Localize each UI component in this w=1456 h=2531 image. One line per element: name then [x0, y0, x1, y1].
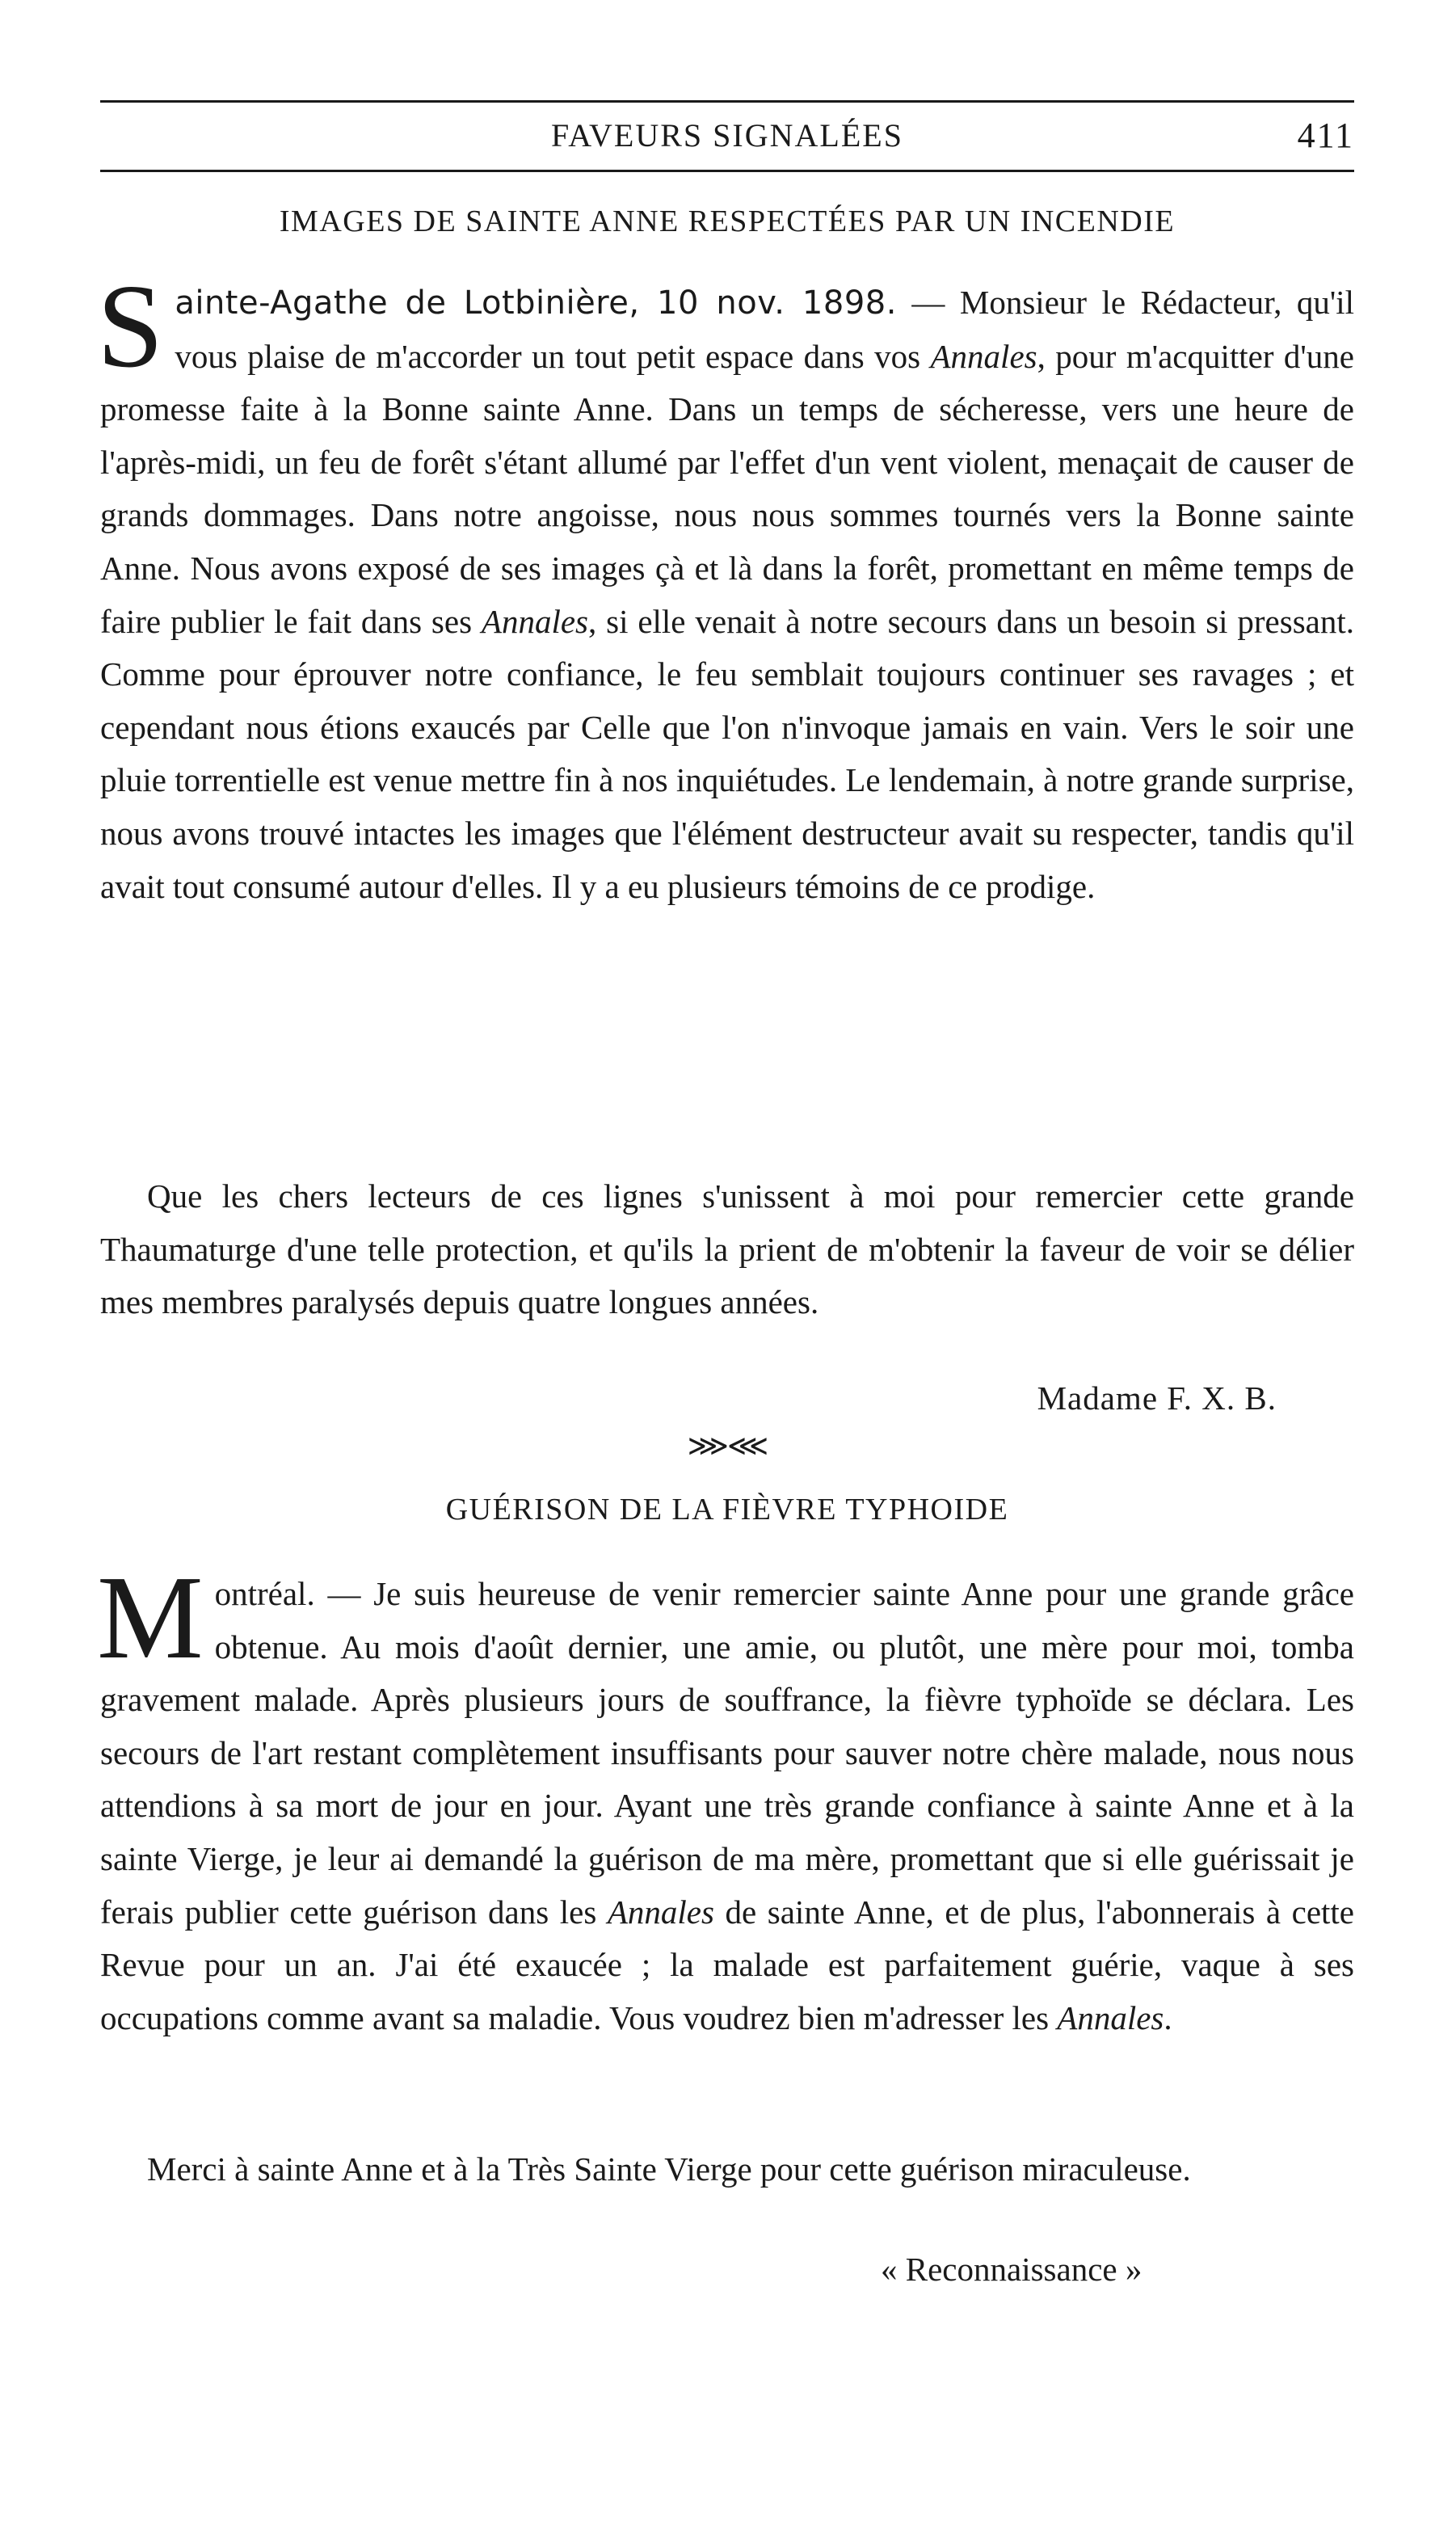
paragraph-text: , si elle venait à notre secours dans un besoin si pressant. Comme pour éprouver notre confiance, le feu semblait toujours continuer ses ravages ; et cependant nous étions exaucés par Celle que l'on n'invoque jamais en vain. Vers le soir une pluie torrentielle est venue mettre fin à nos inquiétudes. Le lendemain, à notre grande surprise, nous avons trouvé intactes les images que l'élément destructeur avait su respecter, tandis qu'il avait tout consumé autour d'elles. Il y a eu plusieurs témoins de ce prodige. [100, 602, 1355, 905]
running-title: FAVEURS SIGNALÉES [551, 117, 903, 154]
header-rule [100, 170, 1354, 172]
section-ornament: ⋙⋘ [687, 1430, 768, 1462]
drop-cap: S [97, 260, 164, 393]
article-images-paragraph-1 [97, 260, 1355, 913]
drop-cap: M [97, 1552, 204, 1684]
signature-1: Madame F. X. B. [1037, 1379, 1277, 1417]
top-rule [100, 100, 1354, 103]
annales-title: Annales [481, 602, 588, 640]
section-title-guerison: GUÉRISON DE LA FIÈVRE TYPHOIDE [445, 1493, 1009, 1527]
running-header [100, 112, 1354, 160]
dateline: ainte-Agathe de Lotbinière, 10 nov. 1898. [175, 284, 897, 322]
page-number: 411 [1297, 116, 1354, 155]
article-guerison-paragraph-1 [97, 1552, 1354, 2045]
section-title-images: IMAGES DE SAINTE ANNE RESPECTÉES PAR UN INCENDIE [279, 204, 1176, 238]
paragraph-text: , pour m'acquitter d'une promesse faite à la Bonne sainte Anne. Dans un temps de sécheresse, vers une heure de l'après-midi, un feu de forêt s'étant allumé par l'effet d'un vent violent, menaçait de causer de grands dommages. Dans notre angoisse, nous nous sommes tournés vers la Bonne sainte Anne. Nous avons exposé de ses images çà et là dans la forêt, promettant en même temps de faire publier le fait dans ses [100, 337, 1355, 640]
signature-2: « Reconnaissance » [881, 2251, 1142, 2288]
paragraph-text: — Monsieur le Rédacteur, qu'il vous plaise de m'accorder un tout petit espace dans vos [175, 284, 1355, 375]
dateline: ontréal. [214, 1575, 315, 1612]
paragraph-text: Merci à sainte Anne et à la Très Sainte Vierge pour cette guérison miraculeuse. [147, 2150, 1191, 2188]
paragraph-text: . [1164, 1998, 1172, 2036]
annales-title: Annales [930, 337, 1037, 375]
paragraph-text: Que les chers lecteurs de ces lignes s'unissent à moi pour remercier cette grande Thaumaturge d'une telle protection, et qu'ils la prient de m'obtenir la faveur de voir se délier mes membres paralysés depuis quatre longues années. [100, 1177, 1354, 1321]
annales-title: Annales [607, 1893, 714, 1931]
paragraph-text: — Je suis heureuse de venir remercier sainte Anne pour une grande grâce obtenue. Au mois d'août dernier, une amie, ou plutôt, une mère pour moi, tomba gravement malade. Après plusieurs jours de souffrance, la fièvre typhoïde se déclara. Les secours de l'art restant complètement insuffisants pour sauver notre chère malade, nous nous attendions à sa mort de jour en jour. Ayant une très grande confiance à sainte Anne et à la sainte Vierge, je leur ai demandé la guérison de ma mère, promettant que si elle guérissait je ferais publier cette guérison dans les [100, 1575, 1354, 1931]
paragraph-text: de sainte Anne, et de plus, l'abonnerais à cette Revue pour un an. J'ai été exaucée ; la malade est parfaitement guérie, vaque à ses occupations comme avant sa maladie. Vous voudrez bien m'adresser les [100, 1893, 1354, 2036]
article-guerison-paragraph-2 [100, 2143, 1354, 2196]
annales-title: Annales [1057, 1998, 1164, 2036]
article-images-paragraph-2 [100, 1170, 1354, 1329]
